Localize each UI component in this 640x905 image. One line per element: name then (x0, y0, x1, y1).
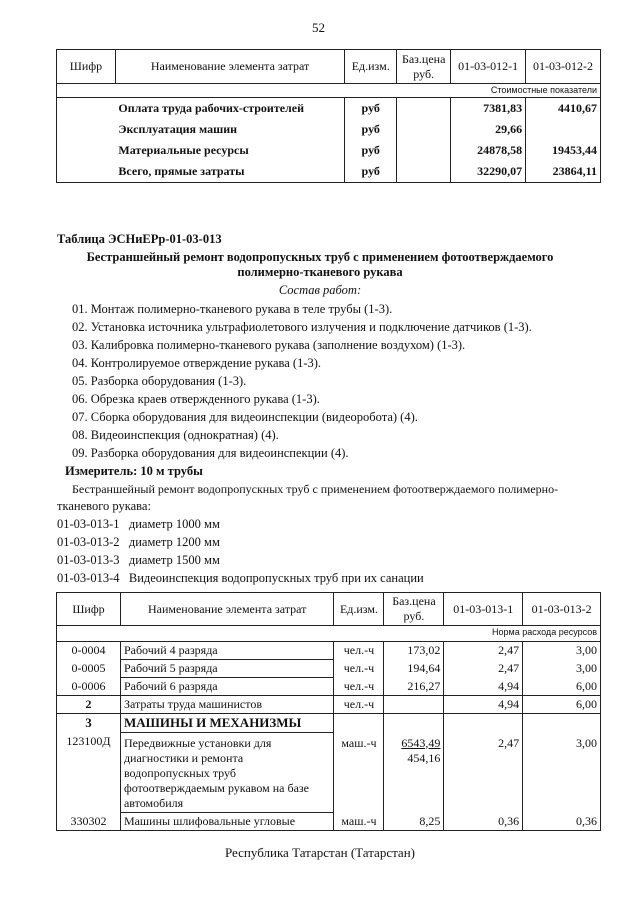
col-price: Баз.цена руб. (384, 593, 444, 626)
price-bottom: 454,16 (407, 750, 441, 765)
col-v2: 01-03-012-2 (526, 50, 601, 84)
list-item: 01. Монтаж полимерно-тканевого рукава в теле трубы (1-3). (72, 302, 393, 316)
cost-table-1 (56, 49, 601, 183)
table-row: Эксплуатация машин руб 29,66 (57, 119, 601, 140)
list-item: 06. Обрезка краев отвержденного рукава (1-3). (72, 392, 320, 406)
list-item: 05. Разборка оборудования (1-3). (72, 374, 247, 388)
list-item: 01-03-013-2 диаметр 1200 мм (57, 535, 220, 549)
works-heading: Состав работ: (278, 283, 362, 297)
list-item: 07. Сборка оборудования для видеоинспекции (видеоробота) (4). (72, 410, 418, 424)
table-row: Всего, прямые затраты руб 32290,07 23864,11 (57, 161, 601, 183)
table-row: Материальные ресурсы руб 24878,58 19453,44 (57, 140, 601, 161)
resource-table (56, 592, 601, 831)
list-item: 03. Калибровка полимерно-тканевого рукава (заполнение воздухом) (1-3). (72, 338, 466, 352)
meter: Измеритель: 10 м трубы (65, 464, 203, 478)
table-row: 0-0004 Рабочий 4 разряда чел.-ч 173,02 2,47 3,00 (57, 642, 601, 660)
table-row: 0-0006 Рабочий 6 разряда чел.-ч 216,27 4,94 6,00 (57, 678, 601, 696)
list-item: 01-03-013-3 диаметр 1500 мм (57, 553, 220, 567)
col-unit: Ед.изм. (345, 50, 397, 84)
table-row: 2 Затраты труда машинистов чел.-ч 4,94 6,00 (57, 696, 601, 714)
table-row: 123100Д Передвижные установки для диагностики и ремонта водопропускных труб фотоотверждаемым рукавом на базе автомобиля маш.-ч 6543,49 454,16 2,47 3,00 (57, 733, 601, 813)
col-code: Шифр (57, 50, 116, 84)
table-row: 330302 Машины шлифовальные угловые маш.-ч 8,25 0,36 0,36 (57, 813, 601, 831)
page-number: 52 (312, 20, 325, 35)
table-row: 3 МАШИНЫ И МЕХАНИЗМЫ (57, 714, 601, 733)
table-row: 0-0005 Рабочий 5 разряда чел.-ч 194,64 2,47 3,00 (57, 660, 601, 678)
list-item: 04. Контролируемое отверждение рукава (1-3). (72, 356, 322, 370)
table-code: Таблица ЭСНиЕРр-01-03-013 (57, 232, 222, 246)
list-item: 01-03-013-4 Видеоинспекция водопропускных труб при их санации (57, 571, 424, 585)
list-item: 01-03-013-1 диаметр 1000 мм (57, 517, 220, 531)
description-2: тканевого рукава: (57, 499, 151, 513)
section-title-2: полимерно-тканевого рукава (237, 265, 403, 279)
price-top: 6543,49 (401, 735, 441, 750)
list-item: 09. Разборка оборудования для видеоинспекции (4). (72, 446, 349, 460)
subheader: Норма расхода ресурсов (57, 626, 601, 642)
col-v1: 01-03-013-1 (444, 593, 523, 626)
list-item: 08. Видеоинспекция (однократная) (4). (72, 428, 279, 442)
section-title-1: Бестраншейный ремонт водопропускных труб с применением фотоотверждаемого (86, 250, 554, 264)
col-code: Шифр (57, 593, 121, 626)
col-price: Баз.цена руб. (397, 50, 451, 84)
table-row: Оплата труда рабочих-строителей руб 7381,83 4410,67 (57, 98, 601, 119)
page-footer: Республика Татарстан (Татарстан) (225, 845, 415, 860)
subheader: Стоимостные показатели (57, 84, 601, 98)
list-item: 02. Установка источника ультрафиолетового излучения и подключение датчиков (1-3). (72, 320, 532, 334)
col-name: Наименование элемента затрат (120, 593, 334, 626)
description-1: Бестраншейный ремонт водопропускных труб с применением фотоотверждаемого полимерно- (72, 482, 559, 496)
col-unit: Ед.изм. (334, 593, 384, 626)
col-v2: 01-03-013-2 (523, 593, 601, 626)
col-v1: 01-03-012-1 (451, 50, 526, 84)
col-name: Наименование элемента затрат (115, 50, 344, 84)
